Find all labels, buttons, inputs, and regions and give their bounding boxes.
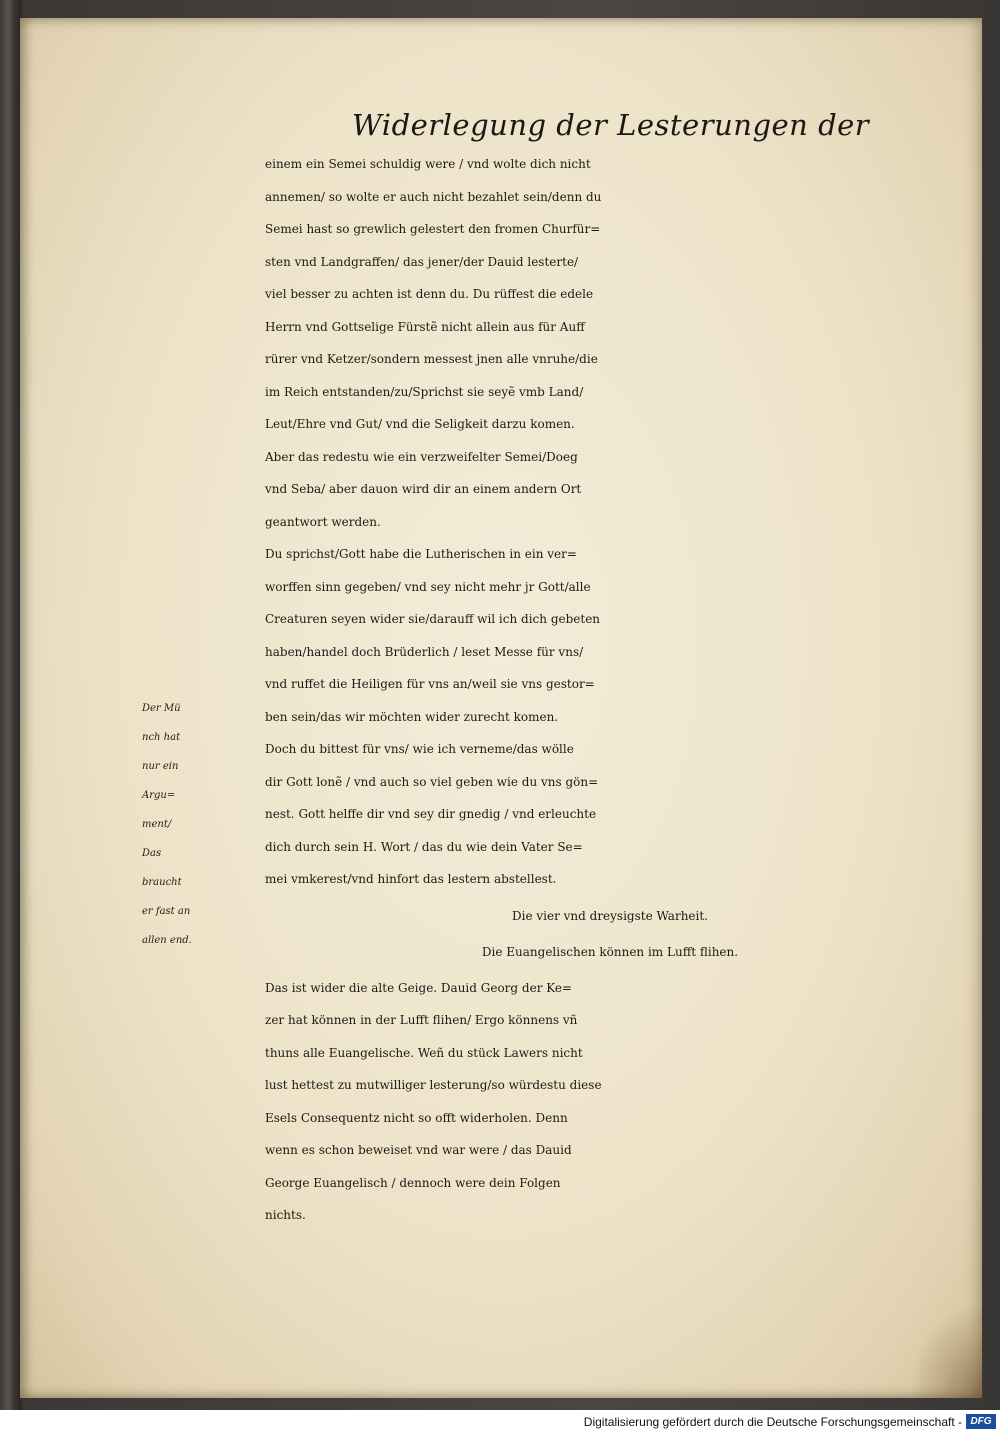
text-line: lust hettest zu mutwilliger lesterung/so würdestu diese	[265, 1078, 602, 1092]
marginal-line: allen end.	[142, 935, 192, 946]
text-line: rürer vnd Ketzer/sondern messest jnen alle vnruhe/die	[265, 352, 598, 366]
marginal-line: nch hat	[142, 732, 181, 743]
marginal-line: Das	[142, 848, 162, 859]
marginal-line: Argu=	[142, 790, 176, 801]
text-line: mei vmkerest/vnd hinfort das lestern abstellest.	[265, 872, 557, 886]
page-stain	[912, 1308, 982, 1398]
text-line: im Reich entstanden/zu/Sprichst sie seyẽ vmb Land/	[265, 384, 584, 399]
footer-bar	[0, 1410, 1000, 1434]
paragraph-group-2	[265, 972, 955, 1232]
text-line: wenn es schon beweiset vnd war were / das Dauid	[265, 1143, 572, 1157]
marginal-line: nur ein	[142, 761, 179, 772]
dfg-logo: DFG	[966, 1414, 996, 1429]
paragraph-group-1	[265, 148, 955, 896]
footer-credit: Digitalisierung gefördert durch die Deutsche Forschungsgemeinschaft -	[583, 1415, 962, 1429]
marginal-note	[142, 694, 262, 955]
running-head: Widerlegung der Lesterungen der	[352, 108, 870, 142]
text-line: Doch du bittest für vns/ wie ich verneme/das wölle	[265, 742, 574, 756]
text-line: dir Gott lonẽ / vnd auch so viel geben wie du vns gön=	[265, 774, 599, 789]
text-line: vnd Seba/ aber dauon wird dir an einem andern Ort	[265, 482, 582, 496]
marginal-line: ment/	[142, 819, 172, 830]
chapter-heading: Die vier vnd dreysigste Warheit.	[511, 908, 708, 923]
text-line: haben/handel doch Brüderlich / leset Messe für vns/	[265, 644, 584, 659]
text-line: einem ein Semei schuldig were / vnd wolte dich nicht	[265, 157, 591, 171]
text-line: Esels Consequentz nicht so offt widerholen. Denn	[265, 1110, 568, 1125]
text-line: Semei hast so grewlich gelestert den fromen Churfür=	[265, 222, 601, 236]
text-line: worffen sinn gegeben/ vnd sey nicht mehr jr Gott/alle	[265, 579, 591, 594]
text-line: Aber das redestu wie ein verzweifelter Semei/Doeg	[265, 449, 578, 464]
text-line: thuns alle Euangelische. Weñ du stück Lawers nicht	[265, 1045, 583, 1060]
marginal-line: Der Mü	[142, 703, 181, 714]
text-line: nest. Gott helffe dir vnd sey dir gnedig / vnd erleuchte	[265, 807, 597, 821]
text-line: annemen/ so wolte er auch nicht bezahlet sein/denn du	[265, 189, 602, 204]
text-line: Leut/Ehre vnd Gut/ vnd die Seligkeit darzu komen.	[265, 417, 575, 431]
text-line: geantwort werden.	[265, 514, 381, 529]
text-line: ben sein/das wir möchten wider zurecht komen.	[265, 709, 559, 724]
text-line: vnd ruffet die Heiligen für vns an/weil sie vns gestor=	[265, 677, 595, 691]
text-line: Herrn vnd Gottselige Fürstẽ nicht allein aus für Auff	[265, 319, 585, 334]
text-line: Du sprichst/Gott habe die Lutherischen in ein ver=	[265, 547, 577, 561]
text-line: Das ist wider die alte Geige. Dauid Georg der Ke=	[265, 980, 573, 995]
text-line: dich durch sein H. Wort / das du wie dein Vater Se=	[265, 839, 583, 854]
main-text	[265, 148, 955, 1232]
text-line: sten vnd Landgraffen/ das jener/der Dauid lesterte/	[265, 254, 579, 269]
text-line: zer hat können in der Lufft flihen/ Ergo könnens vñ	[265, 1013, 578, 1027]
text-line: nichts.	[265, 1208, 306, 1222]
text-line: Creaturen seyen wider sie/darauff wil ich dich gebeten	[265, 612, 601, 626]
marginal-line: er fast an	[142, 906, 191, 917]
text-line: George Euangelisch / dennoch were dein Folgen	[265, 1175, 561, 1190]
text-line: viel besser zu achten ist denn du. Du rüffest die edele	[265, 287, 594, 301]
marginal-line: braucht	[142, 877, 182, 888]
chapter-subheading: Die Euangelischen können im Lufft flihen.	[481, 944, 739, 959]
